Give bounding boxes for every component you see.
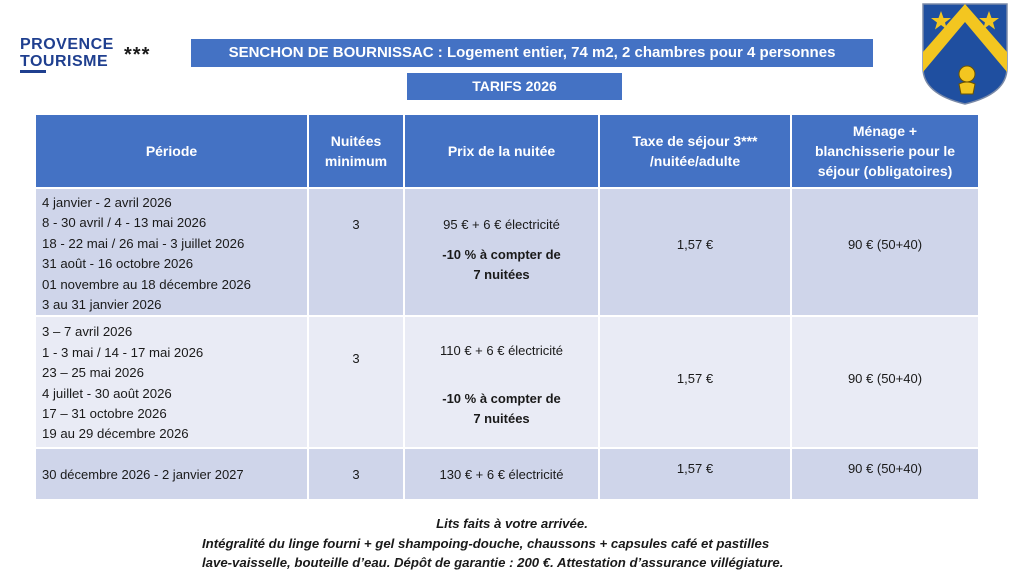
period-line: 3 – 7 avril 2026: [42, 324, 133, 340]
period-line: 1 - 3 mai / 14 - 17 mai 2026: [42, 344, 204, 360]
header-taxe-line1: Taxe de séjour 3***: [632, 133, 758, 149]
period-line: 3 au 31 janvier 2026: [42, 297, 162, 313]
cleaning-value: 90 € (50+40): [847, 237, 923, 252]
tax-value: 1,57 €: [676, 461, 714, 477]
coat-of-arms-icon: [921, 2, 1009, 106]
period-line: 4 juillet - 30 août 2026: [42, 385, 172, 401]
period-line: 8 - 30 avril / 4 - 13 mai 2026: [42, 215, 207, 231]
tax-cell: [599, 188, 791, 316]
discount-line1: -10 % à compter de: [442, 247, 561, 262]
tax-value: 1,57 €: [676, 237, 714, 252]
cleaning-cell: [791, 316, 979, 448]
header-taxe-line2: /nuitée/adulte: [649, 153, 741, 169]
logo-underline: [20, 70, 46, 73]
period-line: 19 au 29 décembre 2026: [42, 426, 189, 442]
header-nuitees: [308, 114, 404, 188]
period-line: 17 – 31 octobre 2026: [42, 406, 167, 422]
price-cell: [404, 188, 599, 316]
logo-line2: TOURISME: [20, 53, 109, 70]
price-value: 110 € + 6 € électricité: [440, 343, 563, 359]
table-row: [35, 188, 979, 316]
period-line: 23 – 25 mai 2026: [42, 365, 144, 381]
discount-line2: 7 nuitées: [473, 411, 530, 427]
header-menage-line1: Ménage +: [852, 123, 918, 139]
crest-figure-icon: [959, 66, 975, 94]
discount-line1: -10 % à compter de: [442, 391, 561, 407]
min-nights-cell: [308, 448, 404, 500]
min-nights-cell: [308, 188, 404, 316]
period-cell: [35, 448, 308, 500]
price-value: 130 € + 6 € électricité: [439, 467, 564, 483]
period-cell: [35, 316, 308, 448]
header-taxe: [599, 114, 791, 188]
price-cell: [404, 316, 599, 448]
logo-line1: PROVENCE: [20, 36, 114, 53]
cleaning-cell: [791, 188, 979, 316]
footer-notes: [150, 514, 874, 573]
header-menage-line3: séjour (obligatoires): [817, 163, 953, 179]
header-menage-line2: blanchisserie pour le: [814, 143, 956, 159]
note-line2: Intégralité du linge fourni + gel shampoing-douche, chaussons + capsules café et pastilles: [202, 535, 770, 551]
table-row: [35, 316, 979, 448]
period-line: 18 - 22 mai / 26 mai - 3 juillet 2026: [42, 235, 245, 251]
tax-cell: [599, 316, 791, 448]
table-header-row: [35, 114, 979, 188]
cleaning-cell: [791, 448, 979, 500]
min-nights-value: 3: [352, 467, 360, 483]
period-line: 01 novembre au 18 décembre 2026: [42, 276, 251, 292]
period-line: 4 janvier - 2 avril 2026: [42, 195, 172, 210]
min-nights-value: 3: [352, 217, 360, 232]
tax-cell: [599, 448, 791, 500]
price-cell: [404, 448, 599, 500]
header-prix: Prix de la nuitée: [404, 114, 599, 188]
discount-line2: 7 nuitées: [473, 267, 530, 282]
header-menage: [791, 114, 979, 188]
tax-value: 1,57 €: [676, 371, 714, 387]
note-line1: Lits faits à votre arrivée.: [436, 516, 588, 531]
header-nuitees-line1: Nuitées: [330, 133, 382, 149]
cleaning-value: 90 € (50+40): [847, 371, 923, 387]
period-cell: [35, 188, 308, 316]
listing-title: SENCHON DE BOURNISSAC : Logement entier, 74 m2, 2 chambres pour 4 personnes: [191, 39, 873, 67]
price-value: 95 € + 6 € électricité: [443, 217, 560, 232]
logo-stars: ***: [124, 44, 151, 66]
table-row: [35, 448, 979, 500]
provence-tourisme-logo: [20, 36, 180, 72]
period-line: 30 décembre 2026 - 2 janvier 2027: [42, 467, 244, 483]
tarifs-heading: TARIFS 2026: [407, 73, 622, 100]
header-nuitees-line2: minimum: [324, 153, 388, 169]
cleaning-value: 90 € (50+40): [847, 461, 923, 477]
period-line: 31 août - 16 octobre 2026: [42, 256, 194, 272]
rates-table: [34, 113, 980, 501]
note-line3: lave-vaisselle, bouteille d’eau. Dépôt de garantie : 200 €. Attestation d’assurance villégiature.: [202, 555, 784, 570]
min-nights-value: 3: [352, 351, 360, 367]
min-nights-cell: [308, 316, 404, 448]
header-periode: Période: [35, 114, 308, 188]
